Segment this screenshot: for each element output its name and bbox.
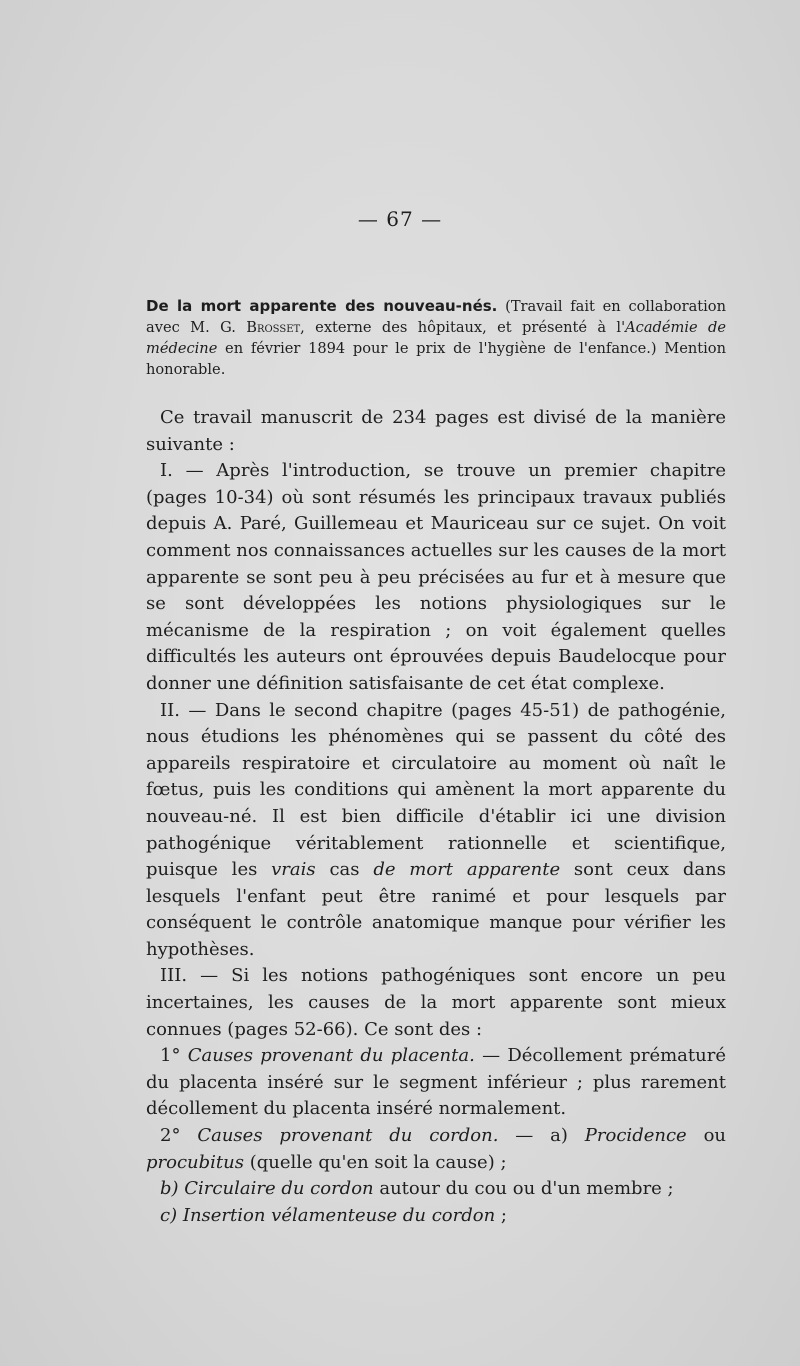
cause-2c-paragraph: [146, 1203, 726, 1230]
cause-2-number: 2°: [160, 1125, 181, 1147]
publication-title: De la mort apparente des nouveau-nés.: [146, 297, 498, 315]
cause-2a-title-2: procubitus: [146, 1151, 244, 1173]
page-number: — 67 —: [357, 207, 443, 231]
cause-2b-text: autour du cou ou d'un membre ;: [373, 1178, 674, 1200]
body-text: [146, 405, 726, 1229]
cause-2c-label: c): [160, 1204, 183, 1226]
cause-1-title: Causes provenant du placenta.: [187, 1045, 475, 1067]
cause-2a-text: (quelle qu'en soit la cause) ;: [243, 1151, 507, 1173]
cause-2b-paragraph: [146, 1176, 726, 1203]
cause-2-paragraph: [146, 1123, 726, 1176]
cause-2c-text: ;: [495, 1204, 507, 1226]
section-2-text-3: sont ceux dans lesquels l'enfant peut être ranimé et pour lesquels par conséquent le contrôle anatomique manque pour vérifier les hypothèses.: [146, 859, 726, 960]
publication-heading: [146, 296, 726, 380]
cause-2-title: Causes provenant du cordon.: [197, 1125, 499, 1147]
section-2-paragraph: [146, 698, 726, 964]
cause-2a-title: Procidence: [584, 1125, 687, 1147]
cause-1-number: 1°: [160, 1045, 181, 1067]
intro-paragraph: Ce travail manuscrit de 234 pages est divisé de la manière suivante :: [146, 407, 726, 455]
cause-2a-or: ou: [686, 1125, 727, 1147]
section-1-paragraph: I. — Après l'introduction, se trouve un premier chapitre (pages 10-34) où sont résumés les principaux travaux publiés depuis A. Paré, Guillemeau et Mauriceau sur ce sujet. On voit comment nos connaissances actuelles sur les causes de la mort apparente se sont peu à peu précisées au fur et à mesure que se sont développées les notions physiologiques sur le mécanisme de la respiration ; on voit également quelles difficultés les auteurs ont éprouvées depuis Baudelocque pour donner une définition satisfaisante de cet état complexe.: [146, 460, 726, 694]
heading-text-1: (Travail fait en collaboration avec M. G.: [146, 298, 726, 336]
cause-2c-title: Insertion vélamenteuse du cordon: [182, 1204, 496, 1226]
heading-text-3: en février 1894 pour le prix de l'hygiène de l'enfance.) Mention honorable.: [146, 340, 726, 378]
cause-2b-label: b): [160, 1178, 185, 1200]
academy-name: Académie de médecine: [146, 319, 727, 357]
collaborator-name: Brosset: [246, 319, 301, 336]
heading-text-2: , externe des hôpitaux, et présenté à l': [300, 319, 626, 336]
cause-2b-title: Circulaire du cordon: [184, 1178, 374, 1200]
section-2-text-1: II. — Dans le second chapitre (pages 45-51) de pathogénie, nous étudions les phénomènes qui se passent du côté des appareils respiratoire et circulatoire au moment où naît le fœtus, puis les conditions qui amènent la mort apparente du nouveau-né. Il est bien difficile d'établir ici une division pathogénique véritablement rationnelle et scientifique, puisque les: [146, 699, 726, 881]
section-2-text-2: cas: [315, 859, 374, 881]
section-2-vrais: vrais: [271, 859, 316, 881]
cause-1-paragraph: [146, 1043, 726, 1123]
section-2-mort-apparente: de mort apparente: [373, 859, 561, 881]
cause-2-separator: — a): [498, 1125, 585, 1147]
section-3-paragraph: III. — Si les notions pathogéniques sont encore un peu incertaines, les causes de la mort apparente sont mieux connues (pages 52-66). Ce sont des :: [146, 965, 726, 1040]
cause-1-text: — Décollement prématuré du placenta inséré sur le segment inférieur ; plus rarement décollement du placenta inséré normalement.: [146, 1045, 726, 1120]
